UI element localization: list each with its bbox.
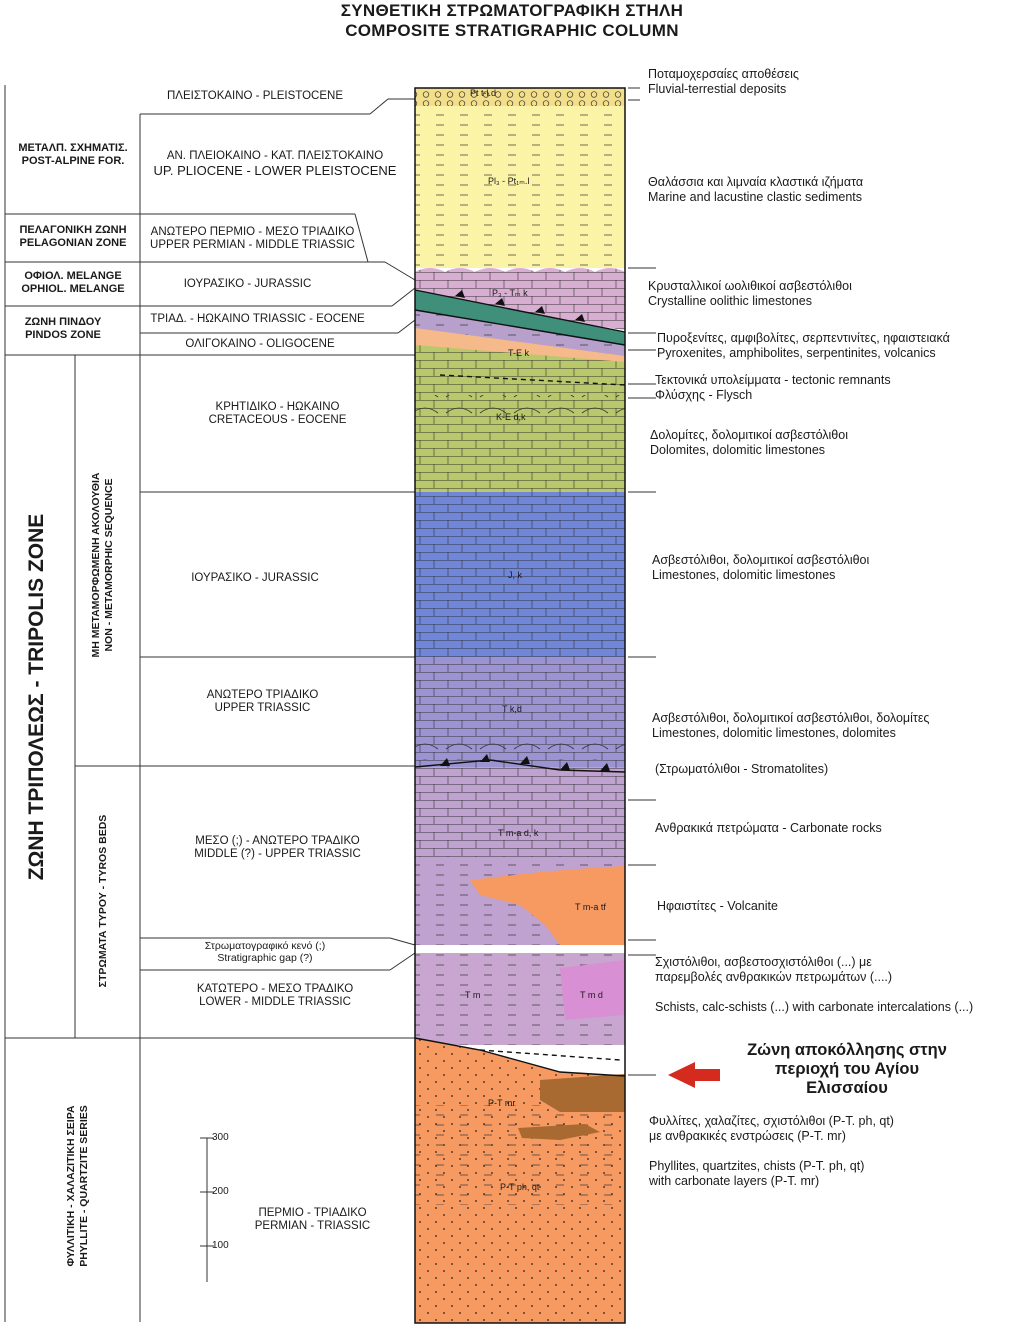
unit-ked: K-E d,k — [496, 412, 526, 422]
unit-ptmr: P-T mr — [488, 1098, 516, 1108]
unit-tek: T-E k — [508, 348, 530, 358]
desc-marine: Θαλάσσια και λιμναία κλαστικά ιζήματα Marine and lacustine clastic sediments — [648, 175, 864, 204]
unit-tmd: T m d — [580, 990, 603, 1000]
age-upper-triassic: ΑΝΩΤΕΡΟ ΤΡΙΑΔΙΚΟ UPPER TRIASSIC — [206, 689, 319, 714]
age-cretaceous: ΚΡΗΤΙΔΙΚΟ - ΗΩΚΑΙΝΟ CRETACEOUS - EOCENE — [208, 401, 347, 426]
age-permian-triassic: ΠΕΡΜΙΟ - ΤΡΙΑΔΙΚΟ PERMIAN - TRIASSIC — [254, 1207, 371, 1232]
unit-pt: Pt t-l.d — [470, 88, 497, 98]
unit-tmdk: T m-a d, k — [498, 828, 539, 838]
scale-100: 100 — [212, 1240, 229, 1251]
age-oligocene: ΟΛΙΓΟΚΑΙΝΟ - OLIGOCENE — [185, 338, 335, 350]
age-middle-upper-triassic: ΜΕΣΟ (;) - ΑΝΩΤΕΡΟ ΤΡΑΔΙΚΟ MIDDLE (?) - UPPER TRIASSIC — [194, 835, 361, 860]
desc-volcanite: Ηφαιστίτες - Volcanite — [657, 899, 778, 913]
age-triassic-eocene: ΤΡΙΑΔ. - ΗΩΚΑΙΝΟ TRIASSIC - EOCENE — [150, 313, 365, 325]
age-jurassic: ΙΟΥΡΑΣΙΚΟ - JURASSIC — [191, 572, 319, 584]
age-lower-middle-triassic: ΚΑΤΩΤΕΡΟ - ΜΕΣΟ ΤΡΑΔΙΚΟ LOWER - MIDDLE TRIASSIC — [196, 983, 354, 1008]
unit-pl: Pl₃ - Pt₁ₘ.l — [488, 176, 530, 186]
desc-schists-english: Schists, calc-schists (...) with carbonate intercalations (...) — [655, 1000, 974, 1014]
unit-tm: T m — [465, 990, 481, 1000]
desc-stromatolites: (Στρωματόλιθοι - Stromatolites) — [655, 762, 829, 776]
zone-tyros-beds: ΣΤΡΩΜΑΤΑ ΤΥΡΟΥ - TYROS BEDS — [97, 814, 109, 988]
title-greek: ΣΥΝΘΕΤΙΚΗ ΣΤΡΩΜΑΤΟΓΡΑΦΙΚΗ ΣΤΗΛΗ — [340, 1, 684, 20]
desc-limestones: Ασβεστόλιθοι, δολομιτικοί ασβεστόλιθοι Limestones, dolomitic limestones — [652, 553, 870, 582]
age-pliocene-en: UP. PLIOCENE - LOWER PLEISTOCENE — [153, 163, 397, 178]
layer-marble — [540, 1074, 625, 1112]
zone-phyllite-quartzite: ΦΥΛΛΙΤΙΚΗ - ΧΑΛΑΖΙΤΙΚΗ ΣΕΙΡΑ PHYLLITE - QUARTZITE SERIES — [65, 1105, 90, 1267]
desc-fluvial: Ποταμοχερσαίες αποθέσεις Fluvial-terrestial deposits — [648, 67, 799, 96]
desc-detachment-zone: Ζώνη αποκόλλησης στην περιοχή του Αγίου Ελισσαίου — [747, 1041, 947, 1097]
unit-pk: P₃ - Tₘ k — [492, 288, 528, 298]
desc-tectonic-flysch: Τεκτονικά υπολείμματα - tectonic remnants Φλύσχης - Flysch — [655, 373, 891, 402]
desc-limestones-dolomites: Ασβεστόλιθοι, δολομιτικοί ασβεστόλιθοι, δολομίτες Limestones, dolomitic limestones, dolomites — [652, 711, 930, 740]
title-english: COMPOSITE STRATIGRAPHIC COLUMN — [345, 21, 679, 40]
unit-tmtf: T m-a tf — [575, 902, 606, 912]
age-pleistocene: ΠΛΕΙΣΤΟΚΑΙΝΟ - PLEISTOCENE — [166, 90, 344, 102]
detachment-arrow — [668, 1062, 720, 1088]
zone-pelagonian: ΠΕΛΑΓΟΝΙΚΗ ΖΩΝΗ PELAGONIAN ZONE — [19, 224, 127, 249]
desc-schists-greek: Σχιστόλιθοι, ασβεστοσχιστόλιθοι (...) με παρεμβολές ανθρακικών πετρωμάτων (....) — [655, 955, 893, 984]
unit-tkd: T k,d — [502, 704, 522, 714]
scale-300: 300 — [212, 1132, 229, 1143]
desc-pyroxenites: Πυροξενίτες, αμφιβολίτες, σερπεντινίτες, ηφαιστειακά Pyroxenites, amphibolites, serpentinites, volcanics — [657, 331, 950, 360]
age-jurassic-melange: ΙΟΥΡΑΣΙΚΟ - JURASSIC — [183, 278, 312, 290]
zone-tripolis: ΖΩΝΗ ΤΡΙΠΟΛΕΩΣ - TRIPOLIS ZONE — [25, 513, 48, 881]
zone-post-alpine: ΜΕΤΑΛΠ. ΣΧΗΜΑΤΙΣ. POST-ALPINE FOR. — [18, 142, 128, 167]
zone-non-metamorphic: ΜΗ ΜΕΤΑΜΟΡΦΩΜΕΝΗ ΑΚΟΛΟΥΘΙΑ NON - METAMORPHIC SEQUENCE — [90, 472, 115, 658]
age-pliocene-gr: ΑΝ. ΠΛΕΙΟΚΑΙΝΟ - ΚΑΤ. ΠΛΕΙΣΤΟΚΑΙΝΟ — [166, 150, 384, 162]
unit-ptph: P-T ph, qt — [500, 1182, 540, 1192]
zone-pindos: ΖΩΝΗ ΠΙΝΔΟΥ PINDOS ZONE — [24, 316, 102, 341]
age-upper-permian: ΑΝΩΤΕΡΟ ΠΕΡΜΙΟ - ΜΕΣΟ ΤΡΙΑΔΙΚΟ UPPER PERMIAN - MIDDLE TRIASSIC — [150, 226, 355, 251]
zone-ophiol-melange: ΟΦΙΟΛ. MELANGE OPHIOL. MELANGE — [21, 270, 125, 295]
desc-phyllites-greek: Φυλλίτες, χαλαζίτες, σχιστόλιθοι (P-T. ph, qt) με ανθρακικές ενστρώσεις (P-T. mr) — [649, 1114, 894, 1143]
age-stratigraphic-gap: Στρωματογραφικό κενό (;) Stratigraphic gap (?) — [204, 940, 326, 964]
desc-phyllites-english: Phyllites, quartzites, chists (P-T. ph, qt) with carbonate layers (P-T. mr) — [649, 1159, 865, 1188]
scale-200: 200 — [212, 1186, 229, 1197]
unit-jk: J, k — [508, 570, 523, 580]
desc-oolitic: Κρυσταλλικοί ωολιθικοί ασβεστόλιθοι Crystalline oolithic limestones — [648, 279, 852, 308]
desc-dolomites: Δολομίτες, δολομιτικοί ασβεστόλιθοι Dolomites, dolomitic limestones — [650, 428, 848, 457]
stratigraphic-gap — [415, 945, 625, 953]
desc-carbonate: Ανθρακικά πετρώματα - Carbonate rocks — [655, 821, 882, 835]
